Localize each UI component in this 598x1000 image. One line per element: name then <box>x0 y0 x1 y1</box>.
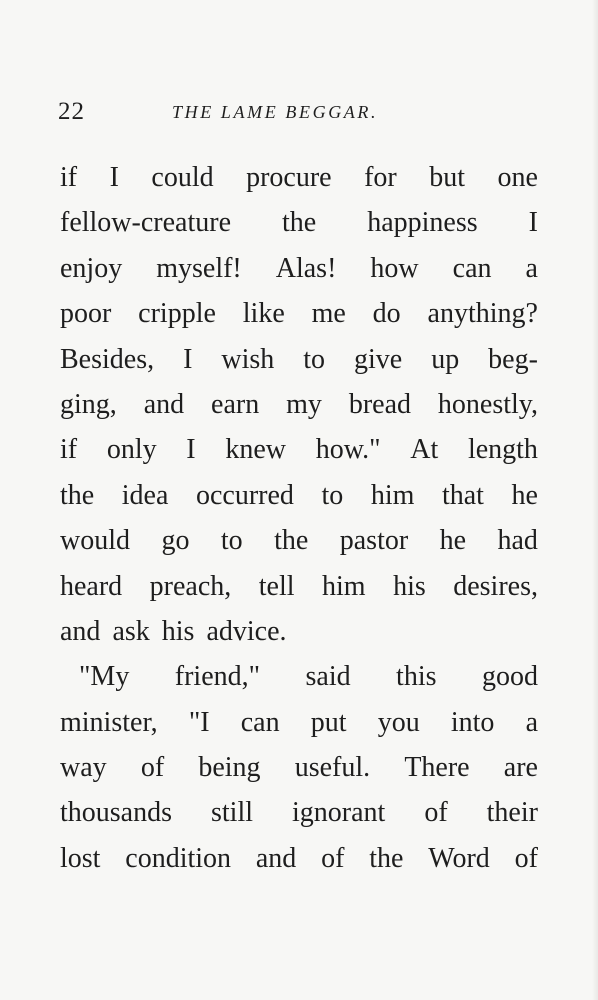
word: give <box>354 343 403 375</box>
word: my <box>286 388 322 420</box>
word: Word <box>428 842 490 874</box>
word: to <box>321 479 344 511</box>
word: can <box>452 252 492 284</box>
word: him <box>370 479 415 511</box>
word: could <box>151 162 214 193</box>
word: minister, <box>60 706 158 738</box>
word: "My <box>79 661 130 693</box>
word: ask <box>112 615 150 647</box>
word: ignorant <box>292 797 386 829</box>
word: said <box>305 661 351 693</box>
text-line <box>60 654 538 699</box>
text-line <box>60 200 538 245</box>
word: of <box>321 842 345 874</box>
word: tell <box>258 570 295 602</box>
word: would <box>60 525 130 557</box>
word: the <box>282 207 317 239</box>
word: desires, <box>453 570 538 602</box>
word: Besides, <box>60 343 155 375</box>
text-line <box>60 745 538 790</box>
word: heard <box>60 570 123 602</box>
word: are <box>503 752 538 784</box>
word: I <box>528 207 538 239</box>
word: go <box>161 525 190 557</box>
word: their <box>486 797 538 829</box>
word: up <box>431 343 460 375</box>
word: knew <box>225 434 286 466</box>
text-line <box>60 836 538 881</box>
text-line <box>60 337 538 382</box>
word: how." <box>315 434 381 466</box>
word: the <box>369 842 404 874</box>
word: and <box>255 842 297 874</box>
word: had <box>497 525 538 557</box>
word: bread <box>348 388 411 420</box>
running-head <box>58 97 538 127</box>
word: he <box>511 479 538 511</box>
word: to <box>220 525 243 557</box>
word: and <box>60 615 101 647</box>
text-line <box>60 609 538 654</box>
word: lost <box>60 842 101 874</box>
word: ging, <box>60 388 117 420</box>
word: poor <box>60 298 112 330</box>
word: of <box>514 842 538 874</box>
word: can <box>240 706 280 738</box>
word: I <box>183 343 193 375</box>
word: idea <box>121 479 169 511</box>
word: a <box>525 706 538 738</box>
word: he <box>439 525 467 557</box>
word: still <box>211 797 254 829</box>
text-line <box>60 291 538 336</box>
word: useful. <box>294 752 371 784</box>
word: condition <box>125 842 232 874</box>
word: him <box>322 570 366 602</box>
word: pastor <box>339 525 409 557</box>
word: Alas! <box>275 252 337 284</box>
page-number: 22 <box>58 98 85 125</box>
page-edge <box>592 0 598 1000</box>
word: his <box>161 615 195 647</box>
word: the <box>60 479 95 511</box>
word: "I <box>188 706 210 738</box>
word: this <box>396 661 437 693</box>
word: way <box>60 752 107 784</box>
body-text <box>60 155 538 881</box>
word: put <box>310 706 347 738</box>
word: of <box>140 752 165 784</box>
word: that <box>441 479 484 511</box>
word: and <box>143 388 185 420</box>
word: happiness <box>367 207 478 239</box>
text-line <box>60 473 538 518</box>
word: his <box>393 570 426 602</box>
word: beg- <box>488 343 538 375</box>
word: cripple <box>138 298 216 330</box>
word: but <box>429 162 466 193</box>
word: I <box>109 162 119 193</box>
word: myself! <box>156 252 242 284</box>
text-line <box>60 564 538 609</box>
word: wish <box>221 343 275 375</box>
text-line <box>60 382 538 427</box>
text-line <box>60 790 538 835</box>
word: preach, <box>149 570 232 602</box>
word: into <box>450 706 495 738</box>
word: me <box>311 298 346 330</box>
word: advice. <box>206 615 287 647</box>
word: earn <box>211 388 260 420</box>
word: how <box>370 252 419 284</box>
word: for <box>364 162 397 193</box>
word: do <box>372 298 401 330</box>
word: procure <box>246 162 332 193</box>
word: enjoy <box>60 252 123 284</box>
word: There <box>404 752 470 784</box>
word: a <box>525 252 538 284</box>
word: like <box>242 298 285 330</box>
word: friend," <box>174 661 261 693</box>
word: if <box>60 162 78 193</box>
word: to <box>303 343 326 375</box>
word: honestly, <box>437 388 538 420</box>
text-line <box>60 427 538 472</box>
word: only <box>106 434 157 466</box>
word: being <box>198 752 261 784</box>
word: occurred <box>195 479 294 511</box>
word: thousands <box>60 797 172 829</box>
word: you <box>377 706 420 738</box>
word: if <box>60 434 78 466</box>
text-line <box>60 155 538 200</box>
text-line <box>60 700 538 745</box>
word: the <box>274 525 309 557</box>
word: fellow-creature <box>60 207 231 239</box>
word: of <box>424 797 448 829</box>
text-line <box>60 246 538 291</box>
word: one <box>497 162 538 193</box>
running-title: THE LAME BEGGAR. <box>172 102 379 122</box>
word: anything? <box>427 298 538 330</box>
word: good <box>481 661 538 693</box>
word: At <box>410 434 439 466</box>
word: length <box>467 434 538 466</box>
word: I <box>186 434 196 466</box>
text-line <box>60 518 538 563</box>
